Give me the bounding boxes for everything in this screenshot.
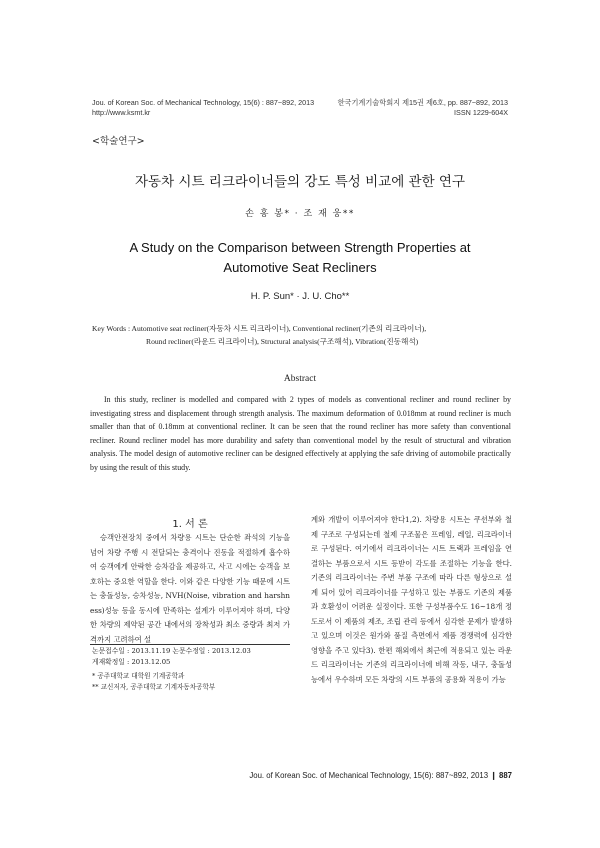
footnote-2: ** 교신저자, 공주대학교 기계자동차공학부 [92,683,216,691]
keywords [92,322,512,348]
paper-title-english [0,238,600,278]
authors-korean: 손 홍 봉* · 조 재 웅** [245,209,355,219]
title-en-line1: A Study on the Comparison between Strength Properties at [129,240,471,255]
running-header-left [92,98,314,118]
abstract-heading: Abstract [283,374,317,384]
page-number: 887 [498,771,512,780]
footer-separator: ❙ [490,771,497,780]
intro-column-left: 승객안전장치 중에서 차량용 시트는 단순한 좌석의 기능을 넘어 차량 주행 시 전달되는 충격이나 진동을 적절하게 흡수하여 승객에게 안락한 승차감을 제공하고, 사고 시에는 승객을 보호하는 중요한 역할을 한다. 이와 같은 다양한 기능 때문에 시트는 충돌성능, 승차성능, NVH(Noise, vibration and harshness)성능 등을 동시에 만족하는 설계가 이루어져야 하며, 다양한 차량의 제약된 공간 내에서의 장착성과 최소 중량과 최저 가격까지 고려하여 설 [90,533,290,644]
dates-line2: 게재확정일 : 2013.12.05 [92,658,171,666]
running-header-right [338,98,508,118]
footnote-divider [90,644,290,645]
abstract-body: In this study, recliner is modelled and compared with 2 types of models as conventional recliner and round recliner by investigating stress and displacement through strength analysis. The maximum deformation of 0.018mm at round recliner is much smaller than that of 0.18mm at conventional recliner. It can be seen that the round recliner has more safety than conventional recliner. Round recliner model has more durability and safety than conventional model by the result of structural and vibration analysis. The model design of automotive recliner can be designed effectively at applying the safe driving of automobile practically by using the result of this study. [90,395,511,472]
keywords-line2: Round recliner(라운드 리크라이너), Structural analysis(구조해석), Vibration(진동해석) [146,337,419,346]
title-en-line2: Automotive Seat Recliners [223,260,377,275]
keywords-line1: Key Words : Automotive seat recliner(자동차 시트 리크라이너), Conventional recliner(기존의 리크라이너), [92,324,427,333]
dates-line1: 논문접수일 : 2013.11.19 논문수정일 : 2013.12.03 [92,647,251,655]
intro-column-right: 계와 개발이 이루어져야 한다1,2). 차량용 시트는 쿠션부와 철제 구조로 구성되는데 철제 구조물은 프레임, 레일, 리크라이너로 구성된다. 여기에서 리크라이너는 시트 트랙과 프레임을 연결하는 부품으로서 시트 등받이 각도를 조절하는 기능을 한다. 기존의 리크라이너는 주변 부품 구조에 따라 다른 형상으로 설계 되어 있어 리크라이너를 구성하고 있는 부품도 기존의 제품과 호환성이 어려운 실정이다. 또한 구성부품수도 16~18개 정도로서 이 제품의 제조, 조립 관리 등에서 심각한 문제가 발생하고 있으며 이것은 원가와 품질 측면에서 제품 경쟁력에 심각한 영향을 주고 있다3). 한편 해외에서 최근에 적용되고 있는 라운드 리크라이너는 기존의 리크라이너에 비해 작동, 내구, 충돌성능에서 우수하며 모든 차량의 시트 부품의 공용화 적용이 가능 [311,515,512,684]
journal-citation-ko: 한국기계기술학회지 제15권 제6호, pp. 887~892, 2013 [337,98,508,107]
author-footnotes [92,671,292,693]
authors-english: H. P. Sun* · J. U. Cho** [250,291,350,302]
paper-title-korean: 자동차 시트 리크라이너들의 강도 특성 비교에 관한 연구 [135,174,465,190]
footer-citation: Jou. of Korean Soc. of Mechanical Technology, 15(6): 887~892, 2013 [249,771,489,780]
page-footer [249,771,512,780]
journal-citation: Jou. of Korean Soc. of Mechanical Technology, 15(6) : 887~892, 2013 [92,98,315,107]
section-title-introduction: 1. 서 론 [172,519,208,530]
footnote-1: * 공주대학교 대학원 기계공학과 [92,672,185,680]
article-category: <학술연구> [92,136,145,147]
journal-url: http://www.ksmt.kr [92,108,151,117]
issn: ISSN 1229-604X [454,108,508,117]
submission-dates [92,646,292,668]
